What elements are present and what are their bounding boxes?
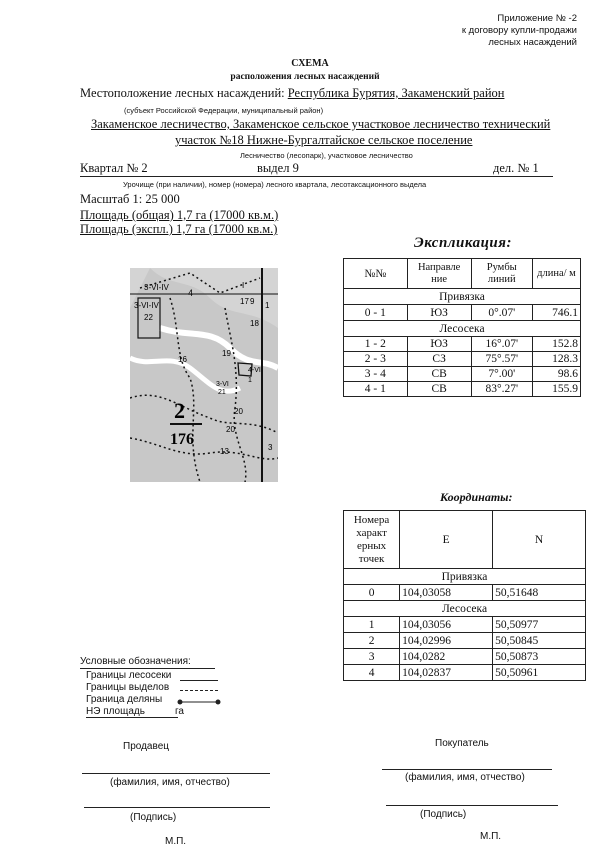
coords-cell: 0 <box>344 585 400 601</box>
appendix-block <box>462 13 577 49</box>
expl-cell: 4 - 1 <box>344 382 408 397</box>
expl-cell: 75°.57' <box>471 352 532 367</box>
expl-cell: 2 - 3 <box>344 352 408 367</box>
coords-header-n: N <box>493 511 586 569</box>
appendix-line-2: к договору купли-продажи <box>461 25 577 36</box>
coords-section-privyazka: Привязка <box>344 569 586 585</box>
map-label: 3-VI-IV <box>134 301 159 310</box>
vydel-label: выдел 9 <box>257 161 299 175</box>
map-label: 3 <box>268 443 273 452</box>
legend <box>80 656 191 668</box>
expl-cell: 0°.07' <box>471 305 532 321</box>
map-label: 17 <box>240 297 249 306</box>
table-row <box>344 633 586 649</box>
table-row <box>344 382 581 397</box>
expl-cell: 3 - 4 <box>344 367 408 382</box>
expl-cell: 83°.27' <box>471 382 532 397</box>
legend-ne-label: НЭ площадь <box>86 706 145 717</box>
map-label: 19 <box>222 349 231 358</box>
delyanka-label: дел. № 1 <box>493 161 539 175</box>
expl-section-privyazka: Привязка <box>344 289 581 305</box>
table-row <box>344 305 581 321</box>
coords-cell: 50,50977 <box>493 617 586 633</box>
map-big-label: 2 <box>174 398 185 423</box>
buyer-sign-caption: (Подпись) <box>420 809 467 820</box>
kvartal-underline <box>80 176 553 177</box>
table-row <box>344 367 581 382</box>
map-label: 13 <box>220 447 229 456</box>
legend-title-underline <box>80 668 215 669</box>
forest-map <box>130 268 278 482</box>
legend-symbol-delyana <box>176 698 222 706</box>
buyer-name-line <box>382 769 552 770</box>
coords-cell: 50,50845 <box>493 633 586 649</box>
coords-cell: 1 <box>344 617 400 633</box>
coords-title: Координаты: <box>440 490 513 504</box>
coords-header-e: E <box>400 511 493 569</box>
legend-ne-underline <box>86 717 178 718</box>
map-label: 20 <box>234 407 243 416</box>
map-label: 20 <box>226 425 235 434</box>
coords-cell: 104,0282 <box>400 649 493 665</box>
area-total: Площадь (общая) 1,7 га (17000 кв.м.) <box>80 208 279 222</box>
buyer-label: Покупатель <box>435 738 489 749</box>
legend-item-vydel: Границы выделов <box>86 682 170 693</box>
forestry-line-1: Закаменское лесничество, Закаменское сельское участковое лесничество технический <box>91 117 551 131</box>
coords-cell: 50,51648 <box>493 585 586 601</box>
map-big-label: 176 <box>170 431 194 448</box>
coords-cell: 3 <box>344 649 400 665</box>
table-row <box>344 665 586 681</box>
document-title: СХЕМА <box>291 58 329 69</box>
table-row <box>344 337 581 352</box>
legend-symbol-lesoseka <box>180 680 218 681</box>
appendix-line-3: лесных насаждений <box>488 37 577 48</box>
map-label: I <box>242 281 245 290</box>
coords-cell: 104,02996 <box>400 633 493 649</box>
buyer-sign-line <box>386 805 558 806</box>
expl-cell: 98.6 <box>532 367 580 382</box>
expl-cell: 0 - 1 <box>344 305 408 321</box>
map-label: 3-VI-IV <box>144 283 169 292</box>
legend-item-delyana: Граница деляны <box>86 694 163 705</box>
seller-label: Продавец <box>123 741 169 752</box>
map-label: 22 <box>144 313 153 322</box>
coords-cell: 104,03056 <box>400 617 493 633</box>
coords-section-lesoseka: Лесосека <box>344 601 586 617</box>
legend-item-lesoseka: Границы лесосеки <box>86 670 172 681</box>
location-line <box>80 86 504 101</box>
buyer-fio-caption: (фамилия, имя, отчество) <box>405 772 525 783</box>
map-label: 4-VI <box>248 367 261 374</box>
expl-cell: СВ <box>407 382 471 397</box>
forestry-note: Лесничество (лесопарк), участковое лесничество <box>240 151 413 160</box>
explication-table <box>343 258 581 397</box>
map-label: 16 <box>178 355 187 364</box>
expl-cell: ЮЗ <box>407 305 471 321</box>
map-label: 4 <box>188 288 194 298</box>
legend-symbol-vydel <box>180 690 218 691</box>
coords-cell: 104,02837 <box>400 665 493 681</box>
expl-header-len: длина/ м <box>532 259 580 289</box>
legend-item-ne <box>86 706 184 717</box>
expl-header-num: №№ <box>344 259 408 289</box>
expl-cell: 152.8 <box>532 337 580 352</box>
explication-title: Экспликация: <box>414 235 512 251</box>
location-label: Местоположение лесных насаждений: <box>80 86 285 100</box>
map-label: 9 <box>250 297 255 306</box>
area-expl: Площадь (экспл.) 1,7 га (17000 кв.м.) <box>80 222 278 236</box>
kvartal-label: Квартал № 2 <box>80 161 148 175</box>
coords-cell: 50,50873 <box>493 649 586 665</box>
coords-cell: 2 <box>344 633 400 649</box>
document-subtitle: расположения лесных насаждений <box>230 72 380 82</box>
expl-cell: 746.1 <box>532 305 580 321</box>
table-row <box>344 617 586 633</box>
location-note: (субъект Российской Федерации, муниципальный район) <box>124 106 324 115</box>
seller-name-line <box>82 773 270 774</box>
seller-sign-caption: (Подпись) <box>130 812 177 823</box>
expl-cell: СВ <box>407 367 471 382</box>
expl-cell: СЗ <box>407 352 471 367</box>
table-row <box>344 649 586 665</box>
expl-cell: 7°.00' <box>471 367 532 382</box>
coords-cell: 104,03058 <box>400 585 493 601</box>
seller-fio-caption: (фамилия, имя, отчество) <box>110 777 230 788</box>
map-label: 1 <box>265 301 270 310</box>
expl-cell: 16°.07' <box>471 337 532 352</box>
expl-section-lesoseka: Лесосека <box>344 321 581 337</box>
map-graphic <box>130 268 278 482</box>
legend-ne-unit: га <box>174 706 184 717</box>
map-label: 3-VI <box>216 381 229 388</box>
location-value: Республика Бурятия, Закаменский район <box>287 86 505 100</box>
expl-cell: 1 - 2 <box>344 337 408 352</box>
legend-title: Условные обозначения: <box>80 656 191 667</box>
expl-cell: 128.3 <box>532 352 580 367</box>
map-label: 18 <box>250 319 259 328</box>
coords-cell: 4 <box>344 665 400 681</box>
expl-cell: 155.9 <box>532 382 580 397</box>
expl-cell: ЮЗ <box>407 337 471 352</box>
kvartal-note: Урочище (при наличии), номер (номера) лесного квартала, лесотаксационного выдела <box>123 180 427 189</box>
seller-sign-line <box>84 807 270 808</box>
coords-table <box>343 510 586 681</box>
scale-label: Масштаб 1: 25 000 <box>80 192 180 206</box>
seller-stamp: М.П. <box>165 836 187 847</box>
appendix-line-1: Приложение № -2 <box>497 13 577 24</box>
forestry-line-2: участок №18 Нижне-Бургалтайское сельское поселение <box>175 133 473 147</box>
table-row <box>344 352 581 367</box>
expl-header-rumb: Румбы линий <box>471 259 532 289</box>
table-row <box>344 585 586 601</box>
buyer-stamp: М.П. <box>480 831 502 842</box>
coords-header-num: Номера характ ерных точек <box>344 511 400 569</box>
map-label: 1 <box>248 377 252 384</box>
expl-header-dir: Направле ние <box>407 259 471 289</box>
coords-cell: 50,50961 <box>493 665 586 681</box>
map-label: 21 <box>218 389 226 396</box>
